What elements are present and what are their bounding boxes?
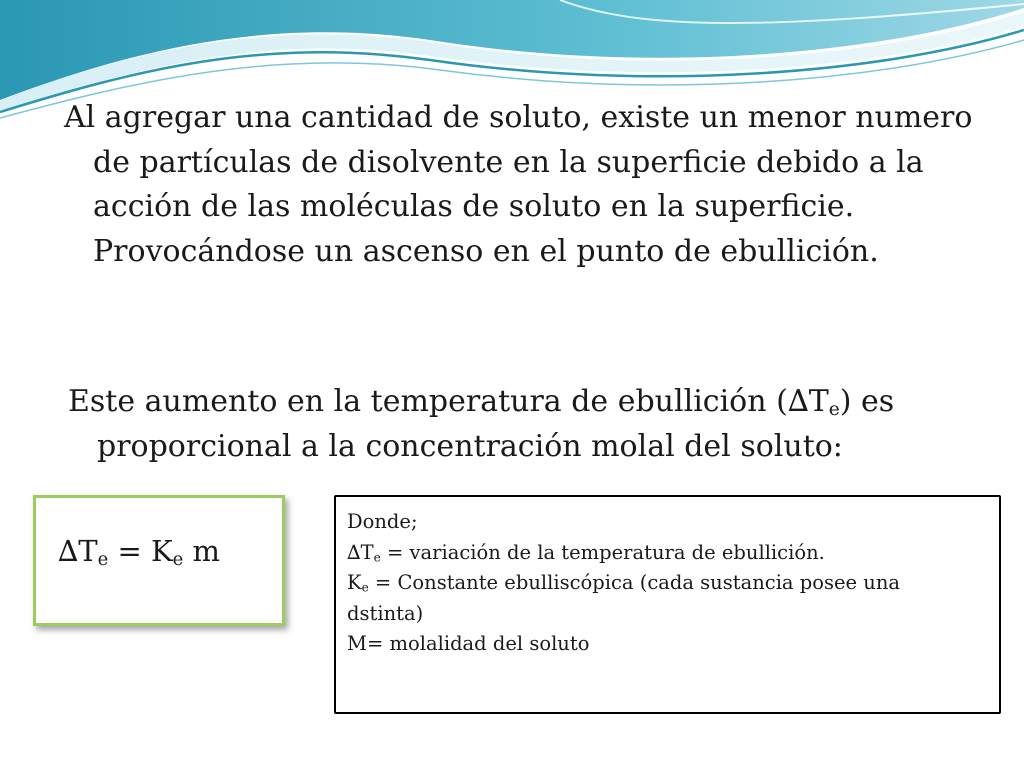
delta-te-symbol: ∆T	[787, 384, 829, 419]
def-delta-symbol: ∆T	[347, 540, 374, 564]
formula-tail: m	[183, 534, 220, 568]
formula-box	[33, 495, 285, 626]
def-k-symbol: K	[347, 571, 362, 594]
def-k-text: = Constante ebulliscópica (cada sustancia posee una dstinta)	[347, 571, 901, 625]
delta-te-subscript: e	[828, 399, 840, 421]
def-k-sub: e	[361, 580, 369, 595]
definitions-box	[334, 495, 1001, 714]
boiling-point-formula	[58, 534, 220, 568]
paragraph-proportional-statement	[68, 380, 993, 469]
definition-molality: M= molalidad del soluto	[347, 632, 590, 655]
definition-delta-te	[347, 538, 977, 569]
formula-sub1: e	[97, 548, 109, 570]
formula-eq: = K	[108, 534, 173, 568]
formula-sub2: e	[172, 548, 184, 570]
paragraph-boiling-explanation: Al agregar una cantidad de soluto, existe un menor numero de partículas de disolvente en la superficie debido a la acción de las moléculas de soluto en la superficie. Provocándose un ascenso en el punto de ebullición.	[64, 100, 973, 269]
formula-delta: ∆T	[58, 534, 98, 568]
definitions-title: Donde;	[347, 510, 418, 533]
def-delta-sub: e	[373, 550, 381, 565]
def-delta-text: = variación de la temperatura de ebullición.	[380, 540, 825, 564]
p2-text-post: ) es proporcional a la concentración molal del soluto:	[97, 384, 895, 464]
p2-text-pre: Este aumento en la temperatura de ebullición (	[68, 384, 788, 419]
definition-ke	[347, 568, 977, 629]
